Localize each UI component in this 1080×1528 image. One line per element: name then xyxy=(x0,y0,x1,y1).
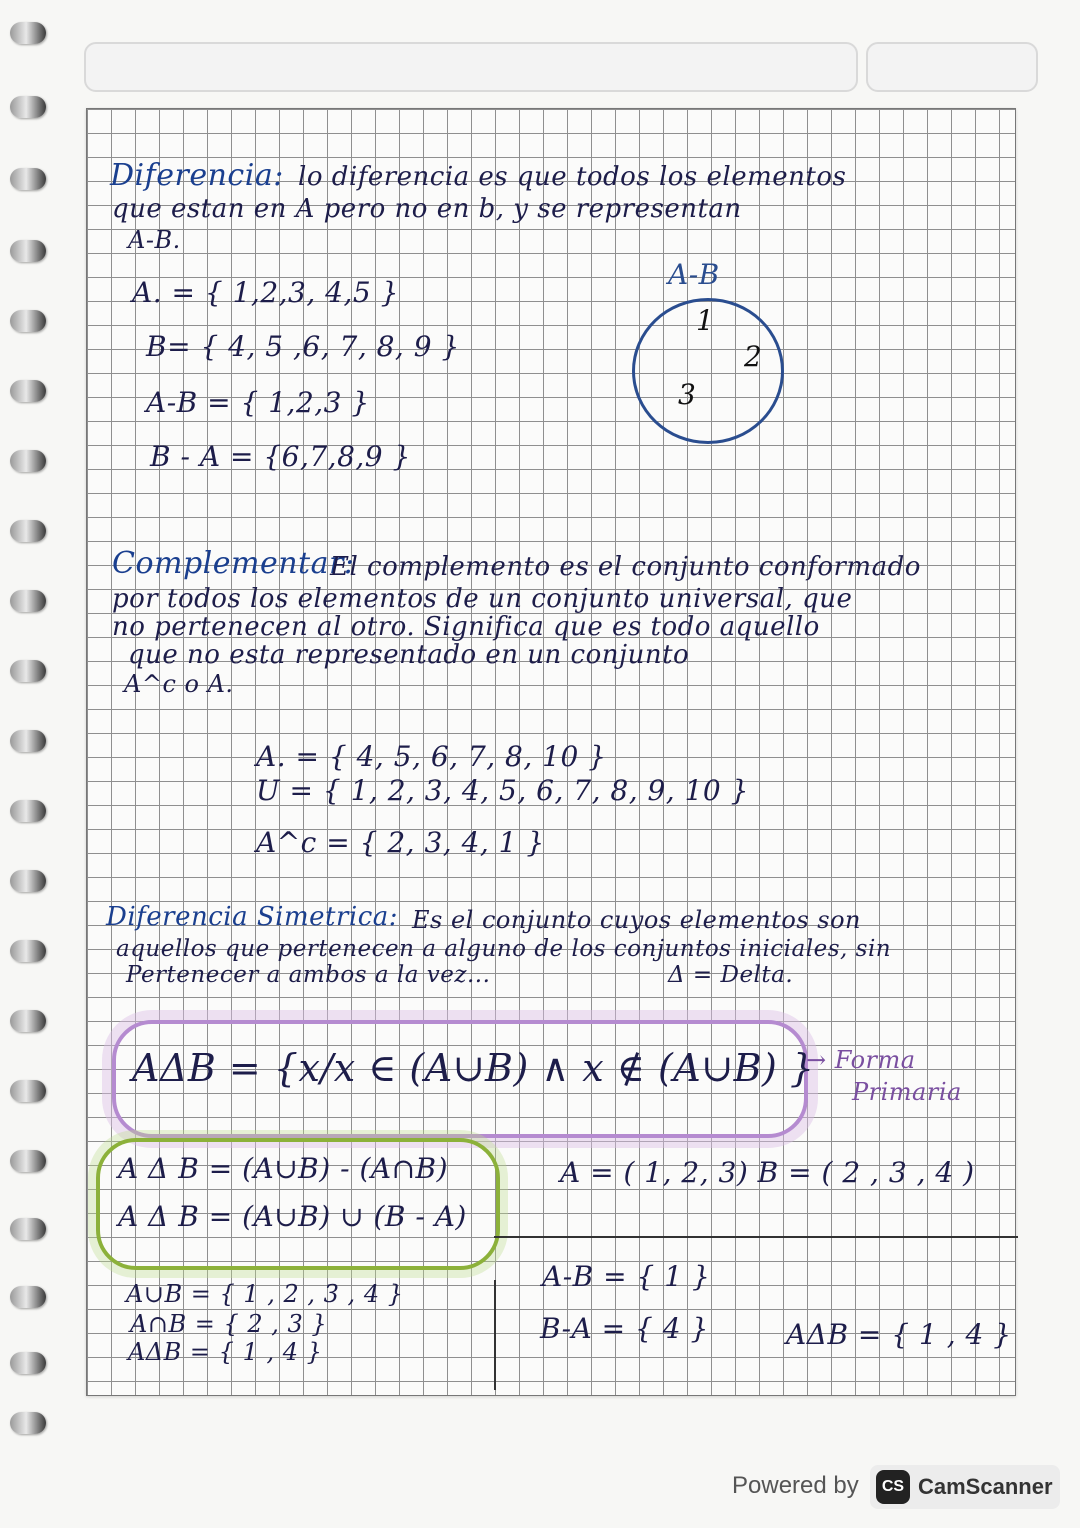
spiral-ring xyxy=(10,310,46,332)
spiral-ring xyxy=(10,1010,46,1032)
page-header-box xyxy=(866,42,1038,92)
venn-number-2: 2 xyxy=(744,340,763,373)
complementar-line-1: El complemento es el conjunto conformado xyxy=(330,552,921,582)
set-a: A. = { 1,2,3, 4,5 } xyxy=(132,276,399,309)
simetrica-title: Diferencia Simetrica: xyxy=(106,902,399,932)
spiral-ring xyxy=(10,1352,46,1374)
equation-1: A Δ B = (A∪B) - (A∩B) xyxy=(118,1152,449,1185)
spiral-ring xyxy=(10,520,46,542)
calc-symmetric: AΔB = { 1 , 4 } xyxy=(128,1338,323,1366)
spiral-ring xyxy=(10,1150,46,1172)
spiral-ring xyxy=(10,380,46,402)
venn-number-1: 1 xyxy=(696,304,715,337)
camscanner-icon: CS xyxy=(876,1470,910,1504)
simetrica-line-3: Pertenecer a ambos a la vez... xyxy=(126,962,491,988)
separator-line xyxy=(494,1236,1018,1238)
set-a-minus-b: A-B = { 1,2,3 } xyxy=(146,386,370,419)
diferencia-line-3: A-B. xyxy=(128,226,181,254)
spiral-ring xyxy=(10,96,46,118)
venn-number-3: 3 xyxy=(678,378,697,411)
simetrica-line-2: aquellos que pertenecen a alguno de los conjuntos iniciales, sin xyxy=(116,936,892,962)
spiral-ring xyxy=(10,730,46,752)
complementar-line-5: A^c o A. xyxy=(124,670,234,698)
camscanner-brand: CamScanner xyxy=(918,1474,1053,1499)
calc-b-minus-a: B-A = { 4 } xyxy=(540,1312,709,1345)
diferencia-title: Diferencia: xyxy=(110,158,284,193)
spiral-ring xyxy=(10,1412,46,1434)
calc-result: AΔB = { 1 , 4 } xyxy=(786,1318,1012,1351)
simetrica-line-1: Es el conjunto cuyos elementos son xyxy=(412,906,862,934)
spiral-ring xyxy=(10,870,46,892)
spiral-ring xyxy=(10,1080,46,1102)
diferencia-line-2: que estan en A pero no en b, y se representan xyxy=(112,194,742,224)
set-b: B= { 4, 5 ,6, 7, 8, 9 } xyxy=(146,330,460,363)
calc-a-minus-b: A-B = { 1 } xyxy=(542,1260,711,1293)
calc-intersection: A∩B = { 2 , 3 } xyxy=(130,1310,328,1338)
spiral-ring xyxy=(10,660,46,682)
spiral-ring xyxy=(10,800,46,822)
example-sets: A = ( 1, 2, 3) B = ( 2 , 3 , 4 ) xyxy=(560,1156,975,1189)
complementar-title: Complementar: xyxy=(112,546,355,581)
calc-union: A∪B = { 1 , 2 , 3 , 4 } xyxy=(126,1280,404,1308)
equation-2: A Δ B = (A∪B) ∪ (B - A) xyxy=(118,1200,467,1233)
set-b-minus-a: B - A = {6,7,8,9 } xyxy=(150,440,411,473)
spiral-ring xyxy=(10,450,46,472)
forma-label-2: Primaria xyxy=(852,1078,962,1106)
primary-formula: AΔB = {x/x ∈ (A∪B) ∧ x ∉ (A∪B) } xyxy=(132,1046,815,1090)
spiral-ring xyxy=(10,940,46,962)
diferencia-line-1: lo diferencia es que todos los elementos xyxy=(298,162,847,192)
spiral-ring xyxy=(10,22,46,44)
complement-set-a: A. = { 4, 5, 6, 7, 8, 10 } xyxy=(256,740,607,773)
spiral-ring xyxy=(10,1286,46,1308)
spiral-ring xyxy=(10,1218,46,1240)
complement-set-u: U = { 1, 2, 3, 4, 5, 6, 7, 8, 9, 10 } xyxy=(256,774,749,807)
complementar-line-2: por todos los elementos de un conjunto universal, que xyxy=(112,584,853,614)
forma-label-1: → Forma xyxy=(806,1046,916,1074)
complementar-line-3: no pertenecen al otro. Significa que es todo aquello xyxy=(112,612,820,642)
spiral-ring xyxy=(10,590,46,612)
complement-set-ac: A^c = { 2, 3, 4, 1 } xyxy=(256,826,545,859)
powered-by-label: Powered by xyxy=(732,1472,859,1499)
vertical-separator xyxy=(494,1280,496,1390)
complementar-line-4: que no esta representado en un conjunto xyxy=(128,640,690,670)
page-header-bar xyxy=(84,42,858,92)
delta-note: Δ = Delta. xyxy=(668,962,794,988)
spiral-ring xyxy=(10,168,46,190)
notebook-spiral xyxy=(0,0,60,1460)
spiral-ring xyxy=(10,240,46,262)
camscanner-logo xyxy=(870,1465,1060,1509)
venn-label: A-B xyxy=(668,258,720,291)
